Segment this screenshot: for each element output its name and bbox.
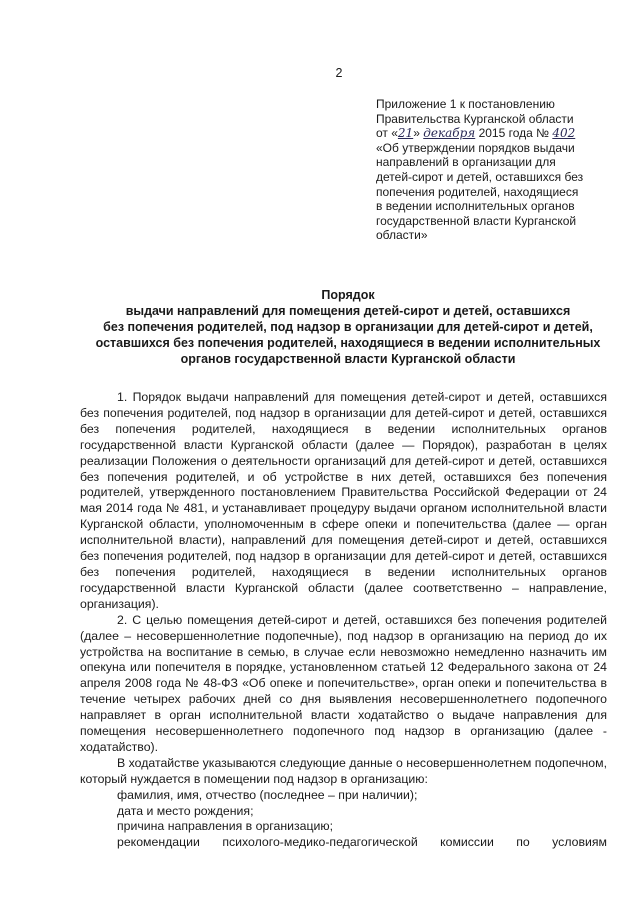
date-prefix: от « — [376, 126, 398, 141]
list-item: фамилия, имя, отчество (последнее – при наличии); — [117, 787, 418, 802]
title-line: без попечения родителей, под надзор в организации для детей-сирот и детей, — [103, 320, 593, 334]
page-number: 2 — [335, 66, 343, 80]
date-mid: » — [413, 126, 420, 141]
appendix-line: попечения родителей, находящиеся — [376, 184, 579, 199]
list-item: дата и место рождения; — [117, 803, 254, 818]
appendix-line: в ведении исполнительных органов — [376, 199, 575, 214]
paragraph-2: 2. С целью помещения детей-сирот и детей, оставшихся без попечения родителей (далее – несовершеннолетние подопечные), под надзор в организацию на период до их устройства на воспитание в семью, в случае если невозможно немедленно назначить им опекуна или попечителя в порядке, установленном статьей 12 Федерального закона от 24 апреля 2008 года № 48-ФЗ «Об опеке и попечительстве», орган опеки и попечительства в течение четырех рабочих дней со дня выявления несовершеннолетнего подопечного направляет в орган исполнительной власти ходатайство о выдаче направления для помещения несовершеннолетнего подопечного под надзор в организацию (далее - ходатайство). — [80, 612, 607, 754]
paragraph-3: В ходатайстве указываются следующие данные о несовершеннолетнем подопечном, который нуждается в помещении под надзор в организацию: — [80, 755, 607, 786]
appendix-header — [376, 97, 611, 243]
list-item: причина направления в организацию; — [117, 819, 334, 834]
paragraph-1: 1. Порядок выдачи направлений для помещения детей-сирот и детей, оставшихся без попечения родителей, под надзор в организации для детей-сирот и детей, оставшихся без попечения родителей, находящиеся в ведении исполнительных органов государственной власти Курганской области (далее — Порядок), разработан в целях реализации Положения о деятельности организаций для детей-сирот и детей, оставшихся без попечения родителей, и об устройстве в них детей, оставшихся без попечения родителей, утвержденного постановлением Правительства Российской Федерации от 24 мая 2014 года № 481, и устанавливает процедуру выдачи органом исполнительной власти Курганской области, уполномоченным в сфере опеки и попечительства (далее — орган исполнительной власти), направлений для помещения детей-сирот и детей, оставшихся без попечения родителей, под надзор в организации для детей-сирот и детей, оставшихся без попечения родителей, находящиеся в ведении исполнительных органов государственной власти Курганской области (далее соответственно – направление, организация). — [80, 390, 607, 611]
handwritten-day: 21 — [397, 126, 414, 141]
appendix-date-line — [376, 126, 611, 141]
list-item: рекомендации психолого-медико-педагогической комиссии по условиям — [117, 835, 607, 850]
document-title — [80, 287, 616, 367]
title-line: Порядок — [321, 288, 375, 302]
appendix-line: государственной власти Курганской — [376, 213, 577, 228]
handwritten-number: 402 — [552, 126, 576, 141]
appendix-line: области» — [376, 228, 428, 243]
title-line: выдачи направлений для помещения детей-сирот и детей, оставшихся — [125, 304, 571, 318]
document-body — [80, 390, 607, 851]
title-line: оставшихся без попечения родителей, находящиеся в ведении исполнительных — [95, 336, 601, 350]
appendix-line: Приложение 1 к постановлению — [376, 97, 555, 111]
title-line: органов государственной власти Курганской области — [180, 352, 516, 366]
handwritten-month: декабря — [423, 126, 476, 141]
appendix-line: направлений в организации для — [376, 155, 556, 170]
appendix-line: Правительства Курганской области — [376, 111, 574, 126]
appendix-line: «Об утверждении порядков выдачи — [376, 140, 575, 155]
appendix-line: детей-сирот и детей, оставшихся без — [376, 169, 584, 184]
date-year: 2015 года № — [478, 126, 549, 141]
